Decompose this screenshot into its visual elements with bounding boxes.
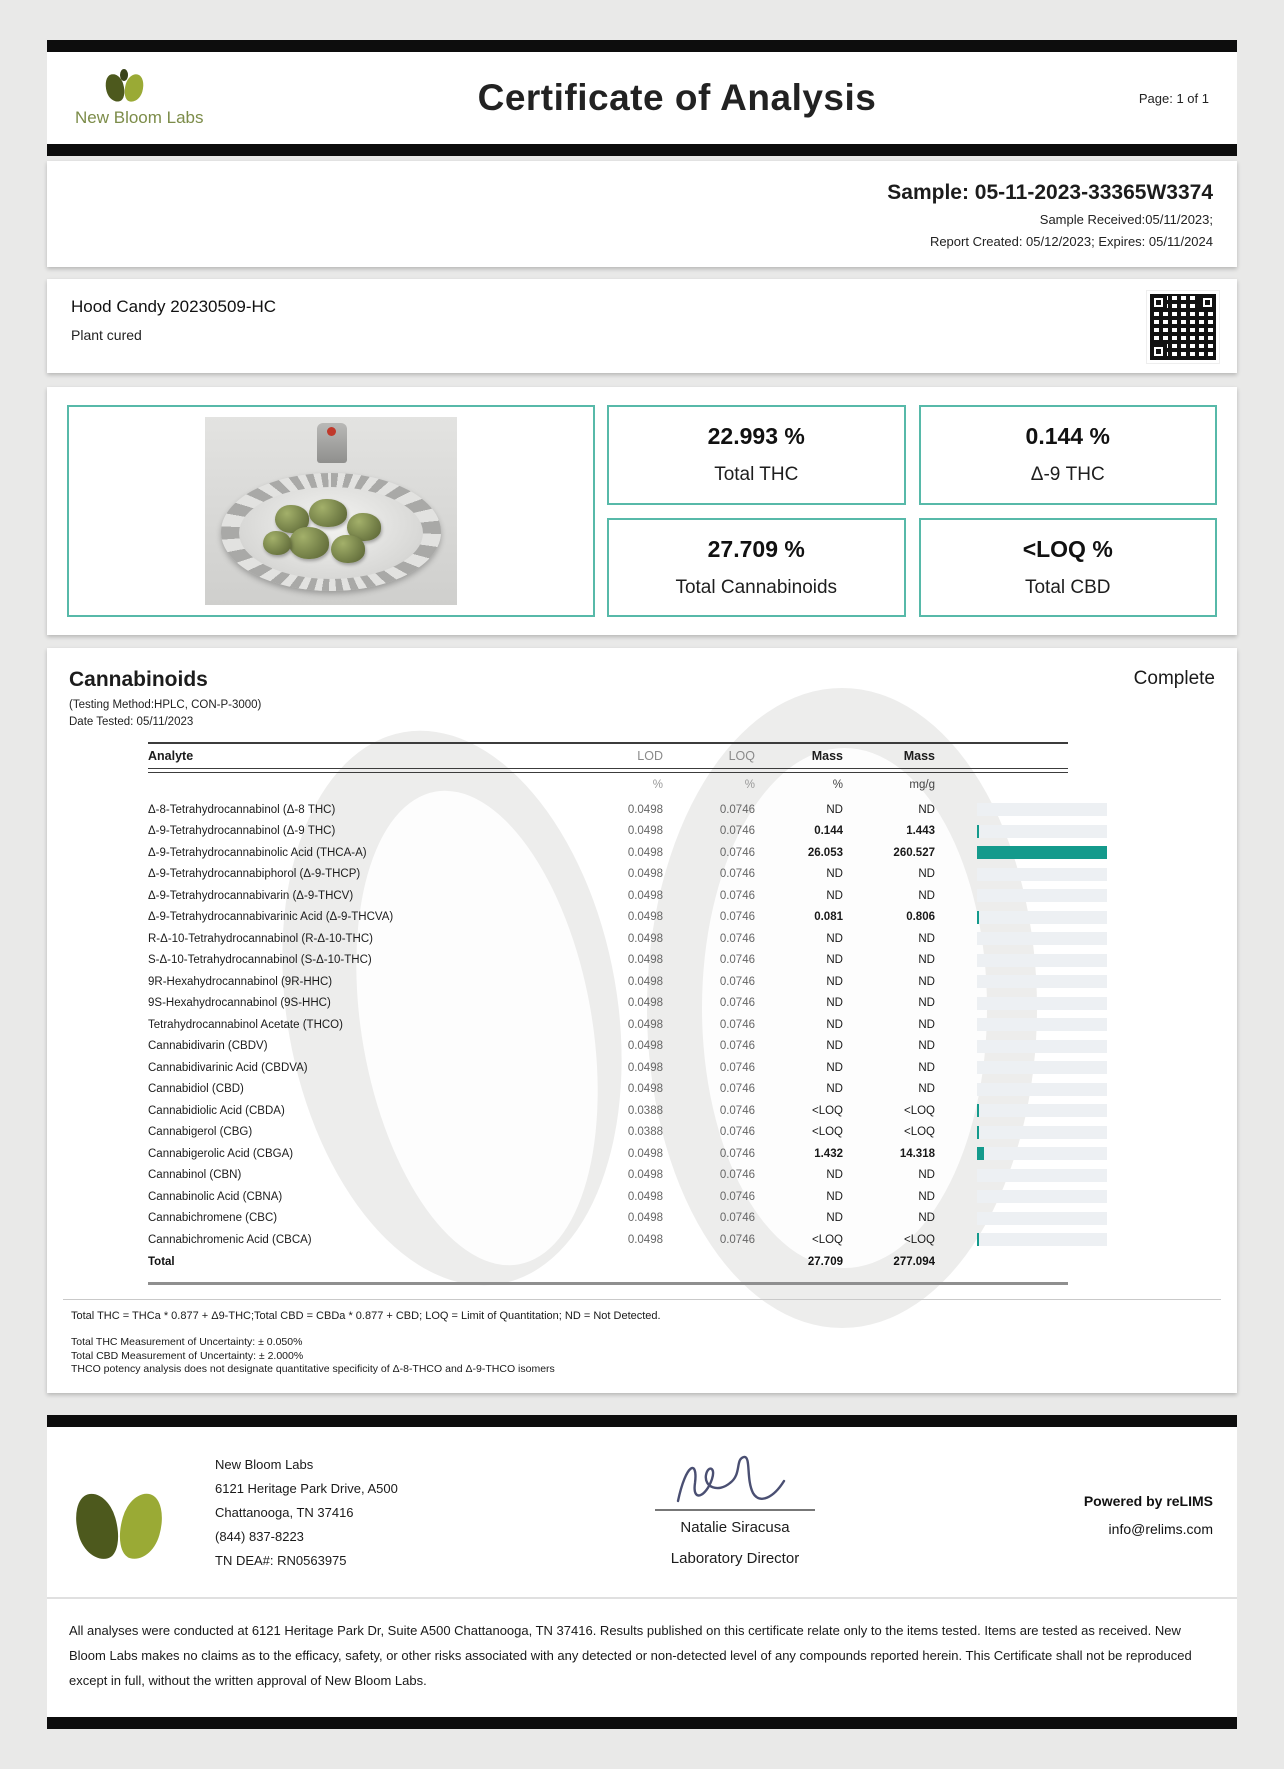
cell-lod: 0.0498 bbox=[627, 1169, 663, 1182]
mass-bar-track bbox=[977, 1169, 1107, 1182]
cell-mass-pct: 0.081 bbox=[814, 911, 843, 924]
lab-address1: 6121 Heritage Park Drive, A500 bbox=[215, 1480, 398, 1496]
table-row bbox=[148, 907, 1138, 929]
lab-address2: Chattanooga, TN 37416 bbox=[215, 1505, 354, 1521]
cell-lod: 0.0498 bbox=[627, 932, 663, 945]
cell-analyte: Δ-9-Tetrahydrocannabivarinic Acid (Δ-9-THCVA) bbox=[148, 911, 394, 924]
cell-analyte: Cannabinolic Acid (CBNA) bbox=[148, 1190, 283, 1203]
disclaimer-text: All analyses were conducted at 6121 Heritage Park Dr, Suite A500 Chattanooga, TN 37416. Results published on this certificate relate only to the items tested. Items are tested as received. New Bloom Labs makes no claims as to the efficacy, safety, or other risks associated with any detected or non-detected level of any compounds reported herein. This Certificate shall not be reproduced except in full, without the written approval of New Bloom Labs. bbox=[69, 1623, 1192, 1688]
bottom-rule-bar bbox=[47, 1717, 1237, 1729]
cell-mass-pct: ND bbox=[826, 803, 843, 816]
cell-mass-mgg: <LOQ bbox=[903, 1104, 935, 1117]
cell-lod: 0.0498 bbox=[627, 825, 663, 838]
footer bbox=[47, 1427, 1237, 1717]
stat-label: Total CBD bbox=[1024, 576, 1111, 598]
cell-mass-pct: ND bbox=[826, 997, 843, 1010]
cell-lod: 0.0498 bbox=[627, 1147, 663, 1160]
unit-loq: % bbox=[744, 779, 755, 791]
mass-bar-track bbox=[977, 1233, 1107, 1246]
mass-bar-fill bbox=[977, 1126, 979, 1139]
cell-analyte: Cannabinol (CBN) bbox=[148, 1169, 242, 1182]
cell-mass-pct: 0.144 bbox=[814, 825, 843, 838]
mass-bar-track bbox=[977, 975, 1107, 988]
cell-mass-mgg: ND bbox=[918, 997, 935, 1010]
cell-mass-pct: <LOQ bbox=[811, 1233, 843, 1246]
total-row bbox=[148, 1251, 1138, 1273]
cell-lod: 0.0388 bbox=[627, 1104, 663, 1117]
mass-bar-track bbox=[977, 1104, 1107, 1117]
table-row bbox=[148, 1186, 1138, 1208]
table-row bbox=[148, 1014, 1138, 1036]
cell-mass-pct: ND bbox=[826, 868, 843, 881]
stat-value: 22.993 % bbox=[707, 423, 805, 450]
mass-bar-fill bbox=[977, 846, 1107, 859]
stat-d9-thc bbox=[919, 405, 1218, 505]
cell-analyte: Tetrahydrocannabinol Acetate (THCO) bbox=[148, 1018, 343, 1031]
col-lod: LOD bbox=[637, 748, 663, 763]
cell-lod: 0.0498 bbox=[627, 1040, 663, 1053]
cell-loq: 0.0746 bbox=[719, 889, 755, 902]
mass-bar-track bbox=[977, 911, 1107, 924]
cell-mass-mgg: ND bbox=[918, 1040, 935, 1053]
cell-lod: 0.0388 bbox=[627, 1126, 663, 1139]
cell-mass-pct: ND bbox=[826, 1018, 843, 1031]
cell-mass-pct: 1.432 bbox=[814, 1147, 843, 1160]
cell-loq: 0.0746 bbox=[719, 1061, 755, 1074]
lims-contact bbox=[1084, 1487, 1213, 1543]
mass-bar-fill bbox=[977, 825, 979, 838]
document-title: Certificate of Analysis bbox=[477, 77, 877, 118]
signer-name: Natalie Siracusa bbox=[680, 1518, 790, 1536]
mass-bar-track bbox=[977, 846, 1107, 859]
stat-value: 27.709 % bbox=[707, 535, 805, 562]
table-row bbox=[148, 1100, 1138, 1122]
cell-analyte: Cannabigerolic Acid (CBGA) bbox=[148, 1147, 294, 1160]
table-row bbox=[148, 928, 1138, 950]
sample-received: Sample Received:05/11/2023; bbox=[1039, 212, 1213, 227]
status-badge: Complete bbox=[1133, 668, 1215, 689]
mass-bar-track bbox=[977, 1018, 1107, 1031]
cell-loq: 0.0746 bbox=[719, 954, 755, 967]
mass-bar-track bbox=[977, 1212, 1107, 1225]
lab-phone: (844) 837-8223 bbox=[215, 1529, 304, 1545]
mass-bar-track bbox=[977, 825, 1107, 838]
cell-lod: 0.0498 bbox=[627, 911, 663, 924]
table-row bbox=[148, 1143, 1138, 1165]
cell-analyte: Δ-9-Tetrahydrocannabinol (Δ-9 THC) bbox=[148, 825, 336, 838]
page-number-label: Page: 1 of 1 bbox=[1138, 90, 1209, 106]
mass-bar-track bbox=[977, 1190, 1107, 1203]
total-mass-pct: 27.709 bbox=[807, 1256, 843, 1269]
cannabinoids-section bbox=[47, 648, 1237, 1393]
top-rule-bar bbox=[47, 40, 1237, 52]
cell-lod: 0.0498 bbox=[627, 1083, 663, 1096]
cell-mass-pct: ND bbox=[826, 932, 843, 945]
sample-id: Sample: 05-11-2023-33365W3374 bbox=[887, 181, 1213, 204]
table-row bbox=[148, 821, 1138, 843]
uncertainty-thc: Total THC Measurement of Uncertainty: ± 0.050% bbox=[71, 1336, 303, 1348]
table-row bbox=[148, 1057, 1138, 1079]
cell-lod: 0.0498 bbox=[627, 1061, 663, 1074]
brand-name: New Bloom Labs bbox=[75, 107, 204, 127]
stat-value: <LOQ % bbox=[1022, 535, 1113, 562]
product-box bbox=[47, 279, 1237, 373]
unit-lod: % bbox=[652, 779, 663, 791]
cell-loq: 0.0746 bbox=[719, 1147, 755, 1160]
cannabinoid-rows bbox=[148, 799, 1138, 1251]
table-header-row bbox=[148, 744, 1138, 768]
mass-bar-track bbox=[977, 889, 1107, 902]
cell-analyte: Cannabidivarin (CBDV) bbox=[148, 1040, 268, 1053]
testing-method: (Testing Method:HPLC, CON-P-3000) bbox=[69, 699, 262, 711]
col-loq: LOQ bbox=[728, 748, 755, 763]
lab-name: New Bloom Labs bbox=[215, 1456, 314, 1472]
product-name: Hood Candy 20230509-HC bbox=[71, 297, 277, 316]
cell-loq: 0.0746 bbox=[719, 868, 755, 881]
date-tested: Date Tested: 05/11/2023 bbox=[69, 716, 194, 728]
table-row bbox=[148, 993, 1138, 1015]
mass-bar-track bbox=[977, 1126, 1107, 1139]
section-title: Cannabinoids bbox=[69, 668, 208, 691]
mass-bar-track bbox=[977, 1147, 1107, 1160]
cell-mass-pct: ND bbox=[826, 975, 843, 988]
cell-mass-mgg: ND bbox=[918, 1018, 935, 1031]
signature-icon bbox=[650, 1453, 820, 1515]
cell-loq: 0.0746 bbox=[719, 846, 755, 859]
cell-loq: 0.0746 bbox=[719, 1126, 755, 1139]
cell-analyte: Cannabigerol (CBG) bbox=[148, 1126, 253, 1139]
mass-bar-track bbox=[977, 868, 1107, 881]
table-row bbox=[148, 1036, 1138, 1058]
cell-mass-pct: ND bbox=[826, 1212, 843, 1225]
header-rule-bar bbox=[47, 144, 1237, 156]
cell-mass-pct: ND bbox=[826, 1061, 843, 1074]
cell-loq: 0.0746 bbox=[719, 1018, 755, 1031]
col-analyte: Analyte bbox=[148, 748, 194, 763]
col-mass-mgg: Mass bbox=[903, 748, 935, 763]
brand-leaf-logo-icon bbox=[103, 69, 145, 105]
mass-bar-track bbox=[977, 932, 1107, 945]
cell-loq: 0.0746 bbox=[719, 911, 755, 924]
table-row bbox=[148, 971, 1138, 993]
cell-mass-mgg: ND bbox=[918, 889, 935, 902]
cell-loq: 0.0746 bbox=[719, 997, 755, 1010]
table-row bbox=[148, 1165, 1138, 1187]
table-row bbox=[148, 864, 1138, 886]
col-mass-pct: Mass bbox=[811, 748, 843, 763]
signature-block bbox=[605, 1453, 865, 1567]
cell-lod: 0.0498 bbox=[627, 954, 663, 967]
total-mass-mgg: 277.094 bbox=[893, 1256, 935, 1269]
table-row bbox=[148, 842, 1138, 864]
brand-block bbox=[75, 69, 265, 128]
cell-analyte: 9R-Hexahydrocannabinol (9R-HHC) bbox=[148, 975, 333, 988]
cell-loq: 0.0746 bbox=[719, 1190, 755, 1203]
cell-mass-mgg: 0.806 bbox=[906, 911, 935, 924]
cell-analyte: Cannabidiol (CBD) bbox=[148, 1083, 244, 1096]
cell-mass-mgg: ND bbox=[918, 1190, 935, 1203]
cell-mass-pct: <LOQ bbox=[811, 1104, 843, 1117]
cell-mass-mgg: ND bbox=[918, 1212, 935, 1225]
sample-photo-frame bbox=[67, 405, 595, 617]
cell-mass-mgg: 14.318 bbox=[899, 1147, 935, 1160]
cell-analyte: R-Δ-10-Tetrahydrocannabinol (R-Δ-10-THC) bbox=[148, 932, 373, 945]
sample-photo bbox=[205, 417, 457, 605]
cell-mass-pct: ND bbox=[826, 889, 843, 902]
stat-label: Δ-9 THC bbox=[1030, 464, 1105, 486]
table-row bbox=[148, 1079, 1138, 1101]
cannabinoid-table bbox=[148, 742, 1138, 1285]
table-row bbox=[148, 1229, 1138, 1251]
table-row bbox=[148, 885, 1138, 907]
cell-analyte: Cannabidivarinic Acid (CBDVA) bbox=[148, 1061, 308, 1074]
cell-lod: 0.0498 bbox=[627, 1212, 663, 1225]
table-row bbox=[148, 950, 1138, 972]
cell-lod: 0.0498 bbox=[627, 846, 663, 859]
cell-mass-mgg: 260.527 bbox=[893, 846, 935, 859]
cell-loq: 0.0746 bbox=[719, 1233, 755, 1246]
table-row bbox=[148, 1122, 1138, 1144]
cell-mass-pct: ND bbox=[826, 1169, 843, 1182]
cell-analyte: 9S-Hexahydrocannabinol (9S-HHC) bbox=[148, 997, 331, 1010]
mass-bar-track bbox=[977, 1083, 1107, 1096]
cell-mass-mgg: ND bbox=[918, 1083, 935, 1096]
cell-analyte: Δ-9-Tetrahydrocannabinolic Acid (THCA-A) bbox=[148, 846, 367, 859]
stat-total-cannabinoids bbox=[607, 518, 906, 618]
cell-mass-mgg: <LOQ bbox=[903, 1126, 935, 1139]
cell-lod: 0.0498 bbox=[627, 1190, 663, 1203]
cell-mass-pct: ND bbox=[826, 1040, 843, 1053]
stat-total-cbd bbox=[919, 518, 1218, 618]
cell-analyte: Δ-9-Tetrahydrocannabivarin (Δ-9-THCV) bbox=[148, 889, 354, 902]
cell-analyte: Cannabichromenic Acid (CBCA) bbox=[148, 1233, 312, 1246]
cell-mass-mgg: ND bbox=[918, 1169, 935, 1182]
cell-analyte: Δ-8-Tetrahydrocannabinol (Δ-8 THC) bbox=[148, 803, 336, 816]
unit-mass-mgg: mg/g bbox=[909, 779, 935, 791]
cell-lod: 0.0498 bbox=[627, 975, 663, 988]
cell-mass-mgg: ND bbox=[918, 954, 935, 967]
cell-mass-pct: ND bbox=[826, 1190, 843, 1203]
mass-bar-track bbox=[977, 997, 1107, 1010]
cell-analyte: Cannabidiolic Acid (CBDA) bbox=[148, 1104, 285, 1117]
stat-label: Total Cannabinoids bbox=[675, 576, 838, 598]
footer-rule-bar bbox=[47, 1415, 1237, 1427]
cell-mass-mgg: 1.443 bbox=[906, 825, 935, 838]
lab-address-block bbox=[215, 1453, 515, 1573]
cell-mass-pct: ND bbox=[826, 954, 843, 967]
signer-title: Laboratory Director bbox=[670, 1549, 800, 1567]
powered-by: Powered by reLIMS bbox=[1083, 1492, 1213, 1509]
mass-bar-fill bbox=[977, 1104, 979, 1117]
thco-note: THCO potency analysis does not designate quantitative specificity of Δ-8-THCO and Δ-9-THCO isomers bbox=[71, 1363, 555, 1376]
cell-mass-mgg: ND bbox=[918, 975, 935, 988]
mass-bar-track bbox=[977, 1040, 1107, 1053]
cell-analyte: S-Δ-10-Tetrahydrocannabinol (S-Δ-10-THC) bbox=[148, 954, 372, 967]
cell-mass-pct: 26.053 bbox=[807, 846, 843, 859]
cell-loq: 0.0746 bbox=[719, 932, 755, 945]
cell-loq: 0.0746 bbox=[719, 975, 755, 988]
cell-mass-pct: <LOQ bbox=[811, 1126, 843, 1139]
cell-loq: 0.0746 bbox=[719, 803, 755, 816]
cell-lod: 0.0498 bbox=[627, 889, 663, 902]
footnotes bbox=[63, 1299, 1221, 1377]
summary-section bbox=[47, 387, 1237, 635]
cell-mass-mgg: ND bbox=[918, 932, 935, 945]
cell-analyte: Cannabichromene (CBC) bbox=[148, 1212, 278, 1225]
cell-loq: 0.0746 bbox=[719, 1212, 755, 1225]
mass-bar-fill bbox=[977, 911, 979, 924]
cell-mass-mgg: ND bbox=[918, 868, 935, 881]
cell-loq: 0.0746 bbox=[719, 1104, 755, 1117]
stat-label: Total THC bbox=[714, 464, 799, 486]
product-type: Plant cured bbox=[71, 327, 142, 343]
footer-leaf-logo-icon bbox=[71, 1479, 167, 1565]
table-row bbox=[148, 1208, 1138, 1230]
table-bottom-rule bbox=[148, 1282, 1068, 1285]
cell-loq: 0.0746 bbox=[719, 1083, 755, 1096]
cell-lod: 0.0498 bbox=[627, 803, 663, 816]
report-dates: Report Created: 05/12/2023; Expires: 05/11/2024 bbox=[929, 234, 1213, 249]
units-row bbox=[148, 773, 1138, 799]
mass-bar-fill bbox=[977, 1233, 979, 1246]
uncertainty-cbd: Total CBD Measurement of Uncertainty: ± 2.000% bbox=[71, 1349, 304, 1362]
lab-dea: TN DEA#: RN0563975 bbox=[215, 1553, 347, 1569]
cell-lod: 0.0498 bbox=[627, 997, 663, 1010]
cell-lod: 0.0498 bbox=[627, 1233, 663, 1246]
table-row bbox=[148, 799, 1138, 821]
cell-mass-pct: ND bbox=[826, 1083, 843, 1096]
contact-email: info@relims.com bbox=[1108, 1520, 1213, 1537]
signature-line bbox=[655, 1509, 815, 1511]
cell-loq: 0.0746 bbox=[719, 1169, 755, 1182]
unit-mass-pct: % bbox=[832, 779, 843, 791]
cell-mass-mgg: ND bbox=[918, 803, 935, 816]
cell-analyte: Δ-9-Tetrahydrocannabiphorol (Δ-9-THCP) bbox=[148, 868, 361, 881]
cell-lod: 0.0498 bbox=[627, 868, 663, 881]
cell-lod: 0.0498 bbox=[627, 1018, 663, 1031]
cell-loq: 0.0746 bbox=[719, 1040, 755, 1053]
header bbox=[47, 52, 1237, 144]
mass-bar-track bbox=[977, 803, 1107, 816]
mass-bar-track bbox=[977, 954, 1107, 967]
cell-mass-mgg: <LOQ bbox=[903, 1233, 935, 1246]
stat-total-thc bbox=[607, 405, 906, 505]
cell-mass-mgg: ND bbox=[918, 1061, 935, 1074]
stat-grid bbox=[607, 405, 1217, 617]
sample-info-box bbox=[47, 161, 1237, 267]
qr-code-icon bbox=[1147, 291, 1219, 363]
cell-loq: 0.0746 bbox=[719, 825, 755, 838]
total-label: Total bbox=[148, 1256, 175, 1269]
mass-bar-track bbox=[977, 1061, 1107, 1074]
formula-note: Total THC = THCa * 0.877 + Δ9-THC;Total CBD = CBDa * 0.877 + CBD; LOQ = Limit of Quantitation; ND = Not Detected. bbox=[71, 1310, 661, 1322]
mass-bar-fill bbox=[977, 1147, 984, 1160]
stat-value: 0.144 % bbox=[1025, 423, 1110, 450]
